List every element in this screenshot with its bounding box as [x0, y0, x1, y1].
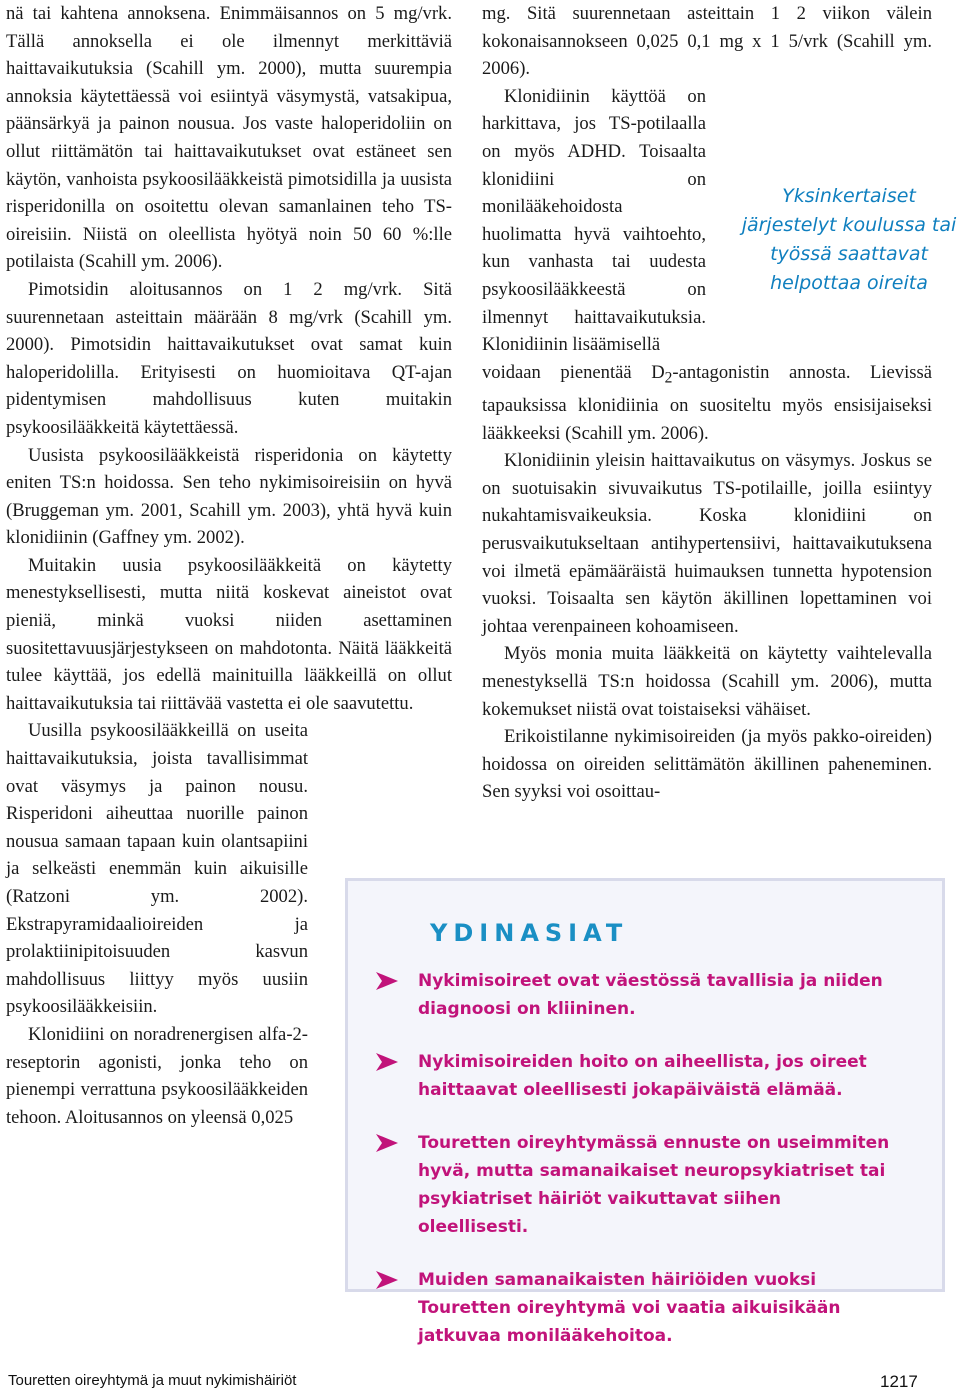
page-number: 1217	[880, 1372, 918, 1391]
key-point-text: Nykimisoireet ovat väestössä tavallisia ja niiden diagnoosi on kliininen.	[418, 971, 883, 1019]
paragraph: Klonidiini on noradrenergisen alfa-2-reseptorin agonisti, jonka teho on pienempi verrattuna psykoosilääkkeiden tehoon. Aloitusannos on yleensä 0,025	[6, 1023, 308, 1128]
paragraph: Klonidiinin käyttöä on harkittava, jos TS-potilaalla on myös ADHD. Toisaalta klonidiini on monilääkehoidosta huolimatta hyvä vaihtoehto, kun vanhasta tai uudesta psykoosilääkkeestä on ilmennyt haittavaikutuksia. Klonidiinin lisäämisellä	[482, 85, 706, 356]
paragraph-text: -antagonistin annosta. Lievissä tapauksissa klonidiinia on suositeltu myös ensisijaiseksi lääkkeeksi (Scahill ym. 2006).	[482, 361, 932, 444]
paragraph: mg. Sitä suurennetaan asteittain 1 2 viikon välein kokonaisannokseen 0,025 0,1 mg x 1 5/vrk (Scahill ym. 2006).	[482, 3, 932, 80]
key-point-item	[376, 1266, 896, 1350]
key-point-item	[376, 1048, 896, 1104]
arrow-bullet-icon	[376, 1053, 398, 1071]
key-point-text: Nykimisoireiden hoito on aiheellista, jos oireet haittaavat oleellisesti jokapäiväistä elämää.	[418, 1052, 867, 1100]
paragraph: Myös monia muita lääkkeitä on käytetty vaihtelevalla menestyksellä TS:n hoidossa (Scahill ym. 2006), mutta kokemukset niistä ovat toistaiseksi vähäiset.	[482, 643, 932, 720]
key-point-item	[376, 1129, 896, 1241]
key-points-title: YDINASIAT	[430, 919, 629, 947]
key-points-box	[345, 878, 945, 1346]
running-footer-title: Touretten oireyhtymä ja muut nykimishäiriöt	[8, 1372, 297, 1389]
key-point-text: Muiden samanaikaisten häiriöiden vuoksi Touretten oireyhtymä voi vaatia aikuisikään jatkuvaa monilääkehoitoa.	[418, 1270, 841, 1346]
key-point-text: Touretten oireyhtymässä ennuste on useimmiten hyvä, mutta samanaikaiset neuropsykiatriset tai psykiatriset häiriöt vaikuttavat siihen oleellisesti.	[418, 1133, 890, 1237]
paragraph-text: voidaan pienentää D	[482, 361, 665, 383]
pull-quote: Yksinkertaiset järjestelyt koulussa tai työssä saattavat helpottaa oireita	[741, 185, 957, 294]
right-column	[482, 0, 932, 806]
paragraph	[482, 359, 932, 448]
paragraph: Muitakin uusia psykoosilääkkeitä on käytetty menestyksellisesti, mutta niitä koskevat aineistot ovat pieniä, minkä vuoksi niiden asettaminen suositettavuusjärjestykseen on mahdotonta. Näitä lääkkeitä tulee käyttää, jos edellä mainituilla lääkkeillä on ollut haittavaikutuksia tai riittävää vastetta ei ole saavutettu.	[6, 554, 452, 714]
key-point-item	[376, 967, 896, 1023]
subscript: 2	[664, 369, 673, 387]
paragraph: Uusilla psykoosilääkkeillä on useita haittavaikutuksia, joista tavallisimmat ovat väsymys ja painon nousu. Risperidoni aiheuttaa nuorille painon nousua samaan tapaan kuin olantsapiini ja selkeästi enemmän kuin aikuisille (Ratzoni ym. 2002). Ekstrapyramidaalioireiden ja prolaktiinipitoisuuden kasvun mahdollisuus liittyy myös uusiin psykoosilääkkeisiin.	[6, 720, 308, 1018]
paragraph: nä tai kahtena annoksena. Enimmäisannos on 5 mg/vrk. Tällä annoksella ei ole ilmennyt merkittäviä haittavaikutuksia (Scahill ym. 2000), mutta suurempia annoksia käytettäessä voi esiintyä väsymystä, vatsakipua, päänsärkyä ja painon nousua. Jos vaste haloperidoliin on ollut riittämätön tai haittavaikutukset ovat estäneet sen käytön, vanhoista psykoosilääkkeistä pimotsidilla ja uusista risperidonilla on osoitettu olevan samanlainen teho TS-oireisiin. Niistä on oleellista hyötyä noin 50 60 %:lle potilaista (Scahill ym. 2006).	[6, 3, 452, 273]
arrow-bullet-icon	[376, 972, 398, 990]
arrow-bullet-icon	[376, 1134, 398, 1152]
arrow-bullet-icon	[376, 1271, 398, 1289]
paragraph: Uusista psykoosilääkkeistä risperidonia on käytetty eniten TS:n hoidossa. Sen teho nykimisoireisiin on hyvä (Bruggeman ym. 2001, Scahill ym. 2003), yhtä hyvä kuin klonidiinin (Gaffney ym. 2002).	[6, 444, 452, 549]
key-points-list	[376, 967, 896, 1375]
paragraph: Pimotsidin aloitusannos on 1 2 mg/vrk. Sitä suurennetaan asteittain määrään 8 mg/vrk (Scahill ym. 2000). Pimotsidin haittavaikutukset ovat samat kuin haloperidolilla. Erityisesti on huomioitava QT-ajan pidentymisen mahdollisuus kuten muitakin psykoosilääkkeitä käytettäessä.	[6, 278, 452, 438]
paragraph: Erikoistilanne nykimisoireiden (ja myös pakko-oireiden) hoidossa on oireiden selittämätön äkillinen paheneminen. Sen syyksi voi osoittau-	[482, 726, 932, 803]
paragraph: Klonidiinin yleisin haittavaikutus on väsymys. Joskus se on suotuisakin sivuvaikutus TS-potilaille, joilla esiintyy nukahtamisvaikeuksia. Koska klonidiini on perusvaikutukseltaan antihypertensiivi, haittavaikutuksena voi ilmetä epämääräistä huimauksen tunnetta hypotension vuoksi. Toisaalta sen käytön äkillinen lopettaminen voi johtaa verenpaineen kohoamiseen.	[482, 450, 932, 637]
